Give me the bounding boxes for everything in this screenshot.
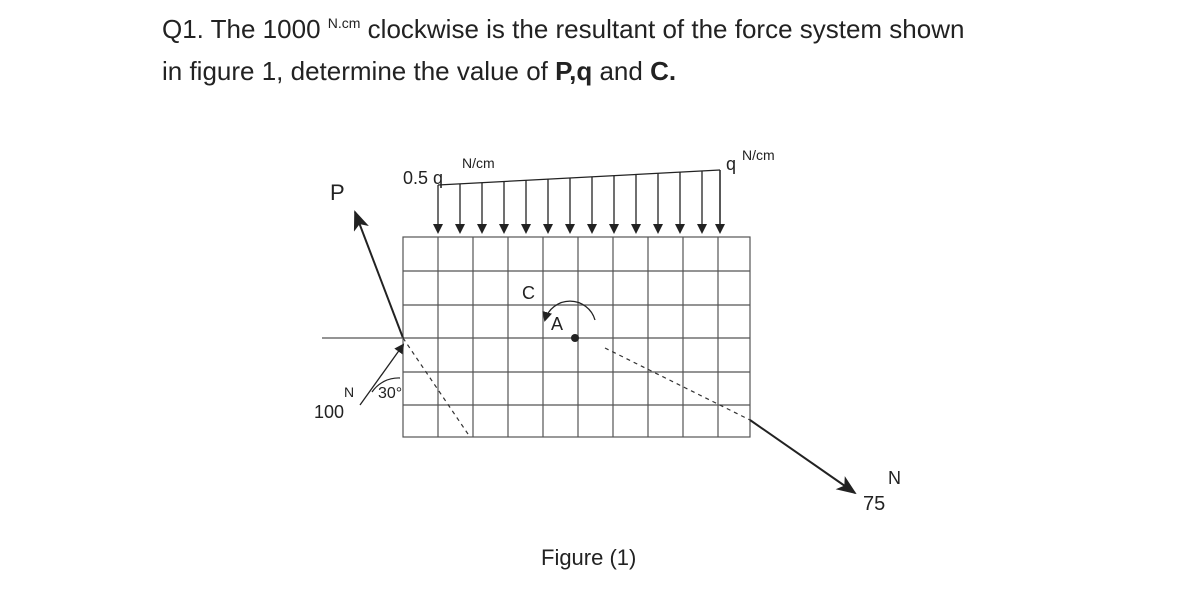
force-75-value: 75 [863,493,886,515]
variable-q: q [576,56,593,86]
force-p-label: P [330,180,345,205]
comma: , [569,56,577,86]
load-left-coef: 0.5 q [403,168,444,188]
distributed-load [438,170,720,232]
period: . [668,56,677,86]
figure-caption: Figure (1) [541,545,637,570]
variable-c: C [650,56,669,86]
force-100-value: 100 [314,402,345,422]
load-top-line [438,170,720,185]
and-word: and [592,56,651,86]
couple-label: C [522,283,535,303]
point-a-label: A [551,314,564,334]
variable-p: P [555,56,570,86]
force-75-unit: N [888,468,901,488]
load-right-coef: q [726,154,737,174]
load-left-unit: N/cm [462,155,495,171]
question-line-2-text: in figure 1, determine the value of [162,56,556,86]
angle-label: 30° [378,385,403,402]
question-prefix: Q1. The 1000 [162,14,321,44]
question-line-1-rest: clockwise is the resultant of the force system shown [360,14,965,44]
moment-unit: N.cm [327,15,361,31]
point-a [571,334,579,342]
force-100-unit: N [344,384,355,400]
load-right-unit: N/cm [742,147,775,163]
